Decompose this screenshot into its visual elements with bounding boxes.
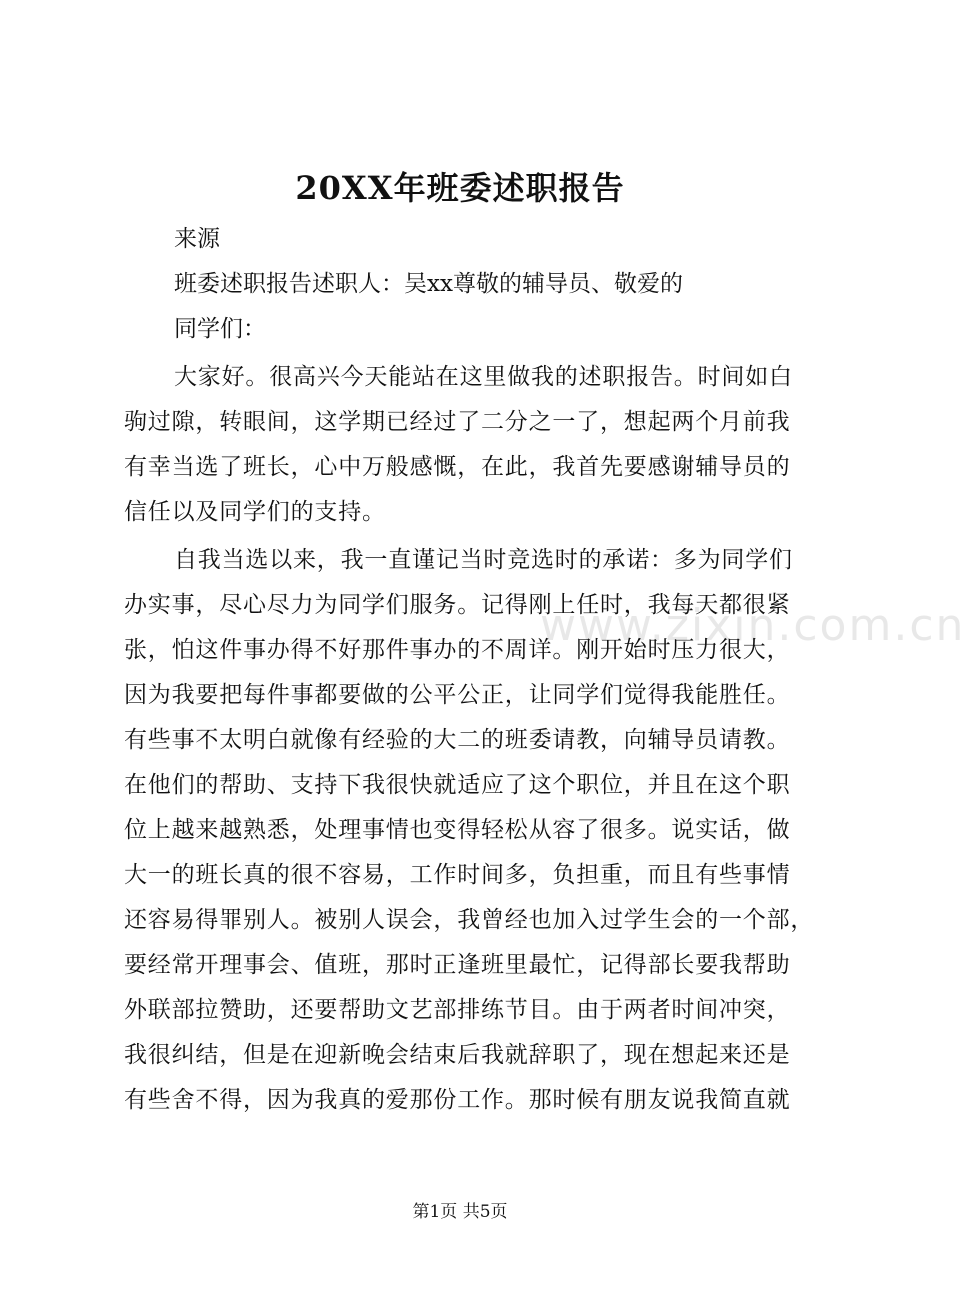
paragraph-line: 有些舍不得，因为我真的爱那份工作。那时候有朋友说我简直就 [124, 1087, 791, 1113]
paragraph-line: 信任以及同学们的支持。 [124, 499, 386, 525]
paragraph-line: 有些事不太明白就像有经验的大二的班委请教，向辅导员请教。 [124, 727, 791, 753]
intro-line: 班委述职报告述职人：吴xx尊敬的辅导员、敬爱的 [174, 271, 683, 297]
paragraph-line: 自我当选以来，我一直谨记当时竞选时的承诺：多为同学们 [174, 547, 793, 573]
paragraph-line: 因为我要把每件事都要做的公平公正，让同学们觉得我能胜任。 [124, 682, 791, 708]
paragraph-line: 大家好。很高兴今天能站在这里做我的述职报告。时间如白 [174, 364, 793, 390]
watermark: www.zixin.com.cn [540, 600, 965, 651]
paragraph-line: 要经常开理事会、值班，那时正逢班里最忙，记得部长要我帮助 [124, 952, 791, 978]
page-title: 20XX年班委述职报告 [295, 169, 625, 207]
paragraph-line: 还容易得罪别人。被别人误会，我曾经也加入过学生会的一个部， [124, 907, 815, 933]
paragraph-line: 驹过隙，转眼间，这学期已经过了二分之一了，想起两个月前我 [124, 409, 791, 435]
paragraph-line: 张，怕这件事办得不好那件事办的不周详。刚开始时压力很大， [124, 637, 791, 663]
intro-line: 同学们： [174, 316, 266, 342]
paragraph-line: 位上越来越熟悉，处理事情也变得轻松从容了很多。说实话，做 [124, 817, 791, 843]
source-label: 来源 [174, 226, 220, 252]
paragraph-line: 我很纠结，但是在迎新晚会结束后我就辞职了，现在想起来还是 [124, 1042, 791, 1068]
paragraph-line: 在他们的帮助、支持下我很快就适应了这个职位，并且在这个职 [124, 772, 791, 798]
page-footer: 第1页 共5页 [412, 1202, 508, 1222]
paragraph-line: 有幸当选了班长，心中万般感慨，在此，我首先要感谢辅导员的 [124, 454, 791, 480]
paragraph-line: 外联部拉赞助，还要帮助文艺部排练节目。由于两者时间冲突， [124, 997, 791, 1023]
paragraph-line: 办实事，尽心尽力为同学们服务。记得刚上任时，我每天都很紧 [124, 592, 791, 618]
paragraph-line: 大一的班长真的很不容易，工作时间多，负担重，而且有些事情 [124, 862, 791, 888]
